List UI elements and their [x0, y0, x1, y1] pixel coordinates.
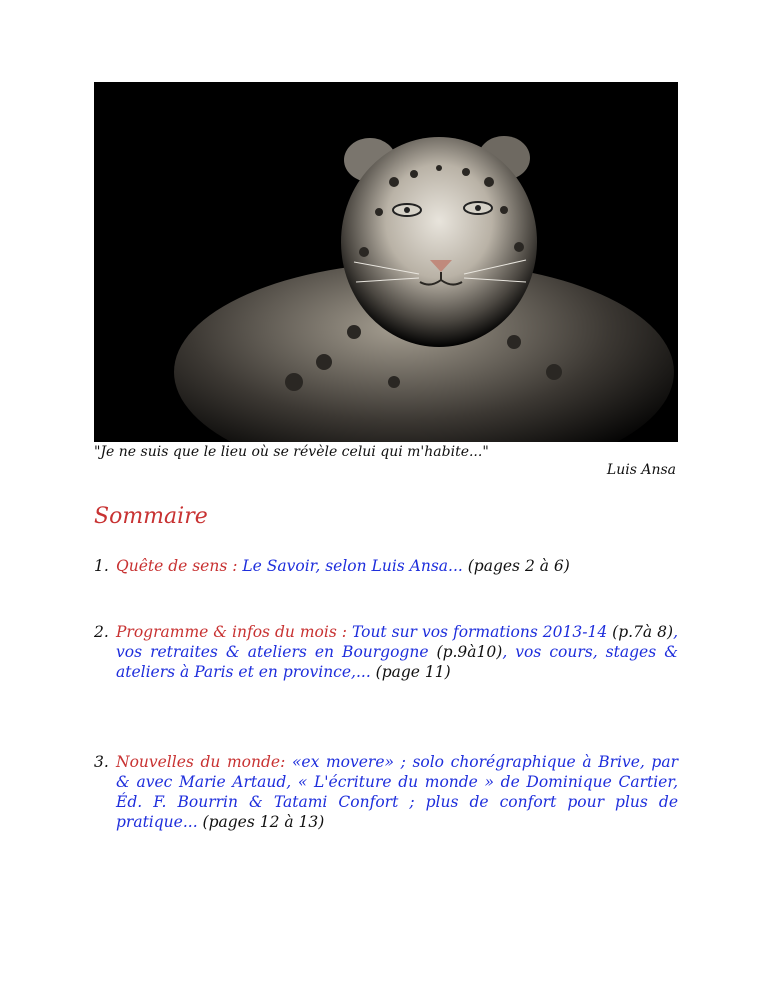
list-item — [94, 752, 678, 832]
page-ref: (p.7à 8) — [607, 623, 674, 641]
item-number: 1. — [94, 557, 109, 575]
page-ref: (pages 2 à 6) — [462, 557, 570, 575]
list-item — [94, 556, 678, 576]
page-ref: (p.9à10) — [428, 643, 503, 661]
page-ref: (pages 12 à 13) — [197, 813, 325, 831]
item-text: , vos cours, stages & ateliers à Paris et en province,... — [116, 643, 678, 681]
item-text: Tout sur vos formations 2013-14 — [347, 623, 608, 641]
snow-leopard-photo — [94, 82, 678, 442]
item-text: Le Savoir, selon Luis Ansa... — [237, 557, 463, 575]
section-label: Programme & infos du mois : — [116, 623, 347, 641]
item-number: 2. — [94, 623, 109, 641]
section-label: Nouvelles du monde: — [116, 753, 286, 771]
page-ref: (page 11) — [370, 663, 451, 681]
list-item — [94, 622, 678, 682]
section-label: Quête de sens : — [116, 557, 238, 575]
item-text: , vos retraites & ateliers en Bourgogne — [116, 623, 678, 661]
epigraph-quote: "Je ne suis que le lieu où se révèle celui qui m'habite..." — [94, 444, 489, 460]
sommaire-title: Sommaire — [94, 504, 208, 529]
item-number: 3. — [94, 753, 109, 771]
item-text: «ex movere» ; solo chorégraphique à Brive, par & avec Marie Artaud, « L'écriture du monde » de Dominique Cartier, Éd. F. Bourrin & Tatami Confort ; plus de confort pour plus de pratique... — [116, 753, 679, 831]
epigraph-author: Luis Ansa — [606, 462, 676, 478]
